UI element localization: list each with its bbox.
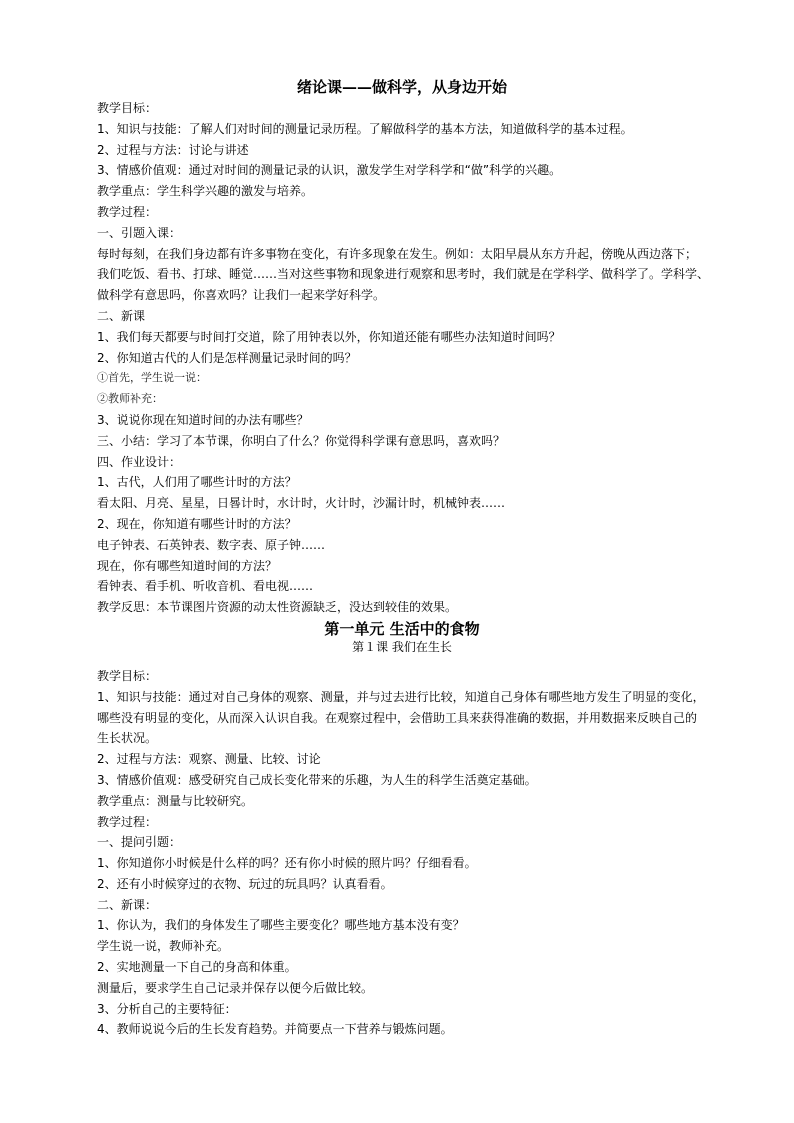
text-line: 二、新课： (97, 897, 158, 912)
text-line: 教学重点：学生科学兴趣的激发与培养。 (97, 184, 314, 199)
text-line: 生长状况。 (97, 731, 158, 746)
text-line: 2、过程与方法：讨论与讲述 (97, 142, 249, 157)
text-line: 一、提问引题： (97, 835, 182, 850)
text-line: 做科学有意思吗，你喜欢吗？让我们一起来学好科学。 (97, 288, 386, 303)
text-line: 1、你认为，我们的身体发生了哪些主要变化？哪些地方基本没有变？ (97, 918, 465, 933)
text-line: 1、你知道你小时候是什么样的吗？还有你小时候的照片吗？仔细看看。 (97, 856, 477, 871)
text-line: 教学过程： (97, 204, 158, 219)
text-line: 3、情感价值观：通过对时间的测量记录的认识，激发学生对学科学和“做”科学的兴趣。 (97, 163, 562, 178)
text-line: 我们吃饭、看书、打球、睡觉……当对这些事物和现象进行观察和思考时，我们就是在学科学、做科学了。学科学、 (97, 267, 710, 282)
text-line: 四、作业设计： (97, 454, 182, 469)
text-line: 测量后，要求学生自己记录并保存以便今后做比较。 (97, 980, 374, 995)
text-line: 2、现在，你知道有哪些计时的方法？ (97, 516, 297, 531)
text-line: 3、情感价值观：感受研究自己成长变化带来的乐趣，为人生的科学生活奠定基础。 (97, 772, 537, 787)
lesson-title: 第１课 我们在生长 (352, 639, 452, 654)
text-line: 现在，你有哪些知道时间的方法？ (97, 558, 278, 573)
text-line: 3、说说你现在知道时间的办法有哪些？ (97, 412, 309, 427)
text-line: 学生说一说，教师补充。 (97, 939, 230, 954)
text-line: 教学过程： (97, 814, 158, 829)
section1-body (97, 98, 710, 618)
text-line-small: ①首先，学生说一说： (97, 371, 207, 385)
text-line-small: ②教师补充： (97, 392, 163, 406)
text-line: 2、实地测量一下自己的身高和体重。 (97, 960, 297, 975)
text-line: 2、你知道古代的人们是怎样测量记录时间的吗？ (97, 350, 357, 365)
text-line: 电子钟表、石英钟表、数字表、原子钟…… (97, 537, 326, 552)
text-line: 教学目标： (97, 668, 158, 683)
text-line: 1、古代，人们用了哪些计时的方法？ (97, 475, 297, 490)
text-line: 2、还有小时候穿过的衣物、玩过的玩具吗？认真看看。 (97, 876, 393, 891)
text-line: 每时每刻，在我们身边都有许多事物在变化，有许多现象在发生。例如：太阳早晨从东方升起，傍晚从西边落下； (97, 246, 698, 261)
text-line: 1、知识与技能：通过对自己身体的观察、测量，并与过去进行比较，知道自己身体有哪些地方发生了明显的变化， (97, 689, 705, 704)
unit-title: 第一单元 生活中的食物 (324, 619, 480, 638)
text-line: 教学反思：本节课图片资源的动太性资源缺乏，没达到较佳的效果。 (97, 600, 458, 615)
text-line: 看钟表、看手机、听收音机、看电视…… (97, 579, 314, 594)
document-content (97, 76, 710, 1040)
text-line: 一、引题入课： (97, 225, 182, 240)
text-line: 二、新课 (97, 308, 146, 323)
text-line: 1、知识与技能：了解人们对时间的测量记录历程。了解做科学的基本方法，知道做科学的基本过程。 (97, 121, 633, 136)
section2-body (97, 666, 705, 1040)
text-line: 教学目标： (97, 101, 158, 115)
text-line: 教学重点：测量与比较研究。 (97, 793, 254, 808)
text-line: 看太阳、月亮、星星，日晷计时，水计时，火计时，沙漏计时，机械钟表…… (97, 496, 506, 511)
text-line: 三、小结：学习了本节课，你明白了什么？你觉得科学课有意思吗，喜欢吗？ (97, 433, 506, 448)
text-line: 2、过程与方法：观察、测量、比较、讨论 (97, 752, 321, 767)
text-line: 哪些没有明显的变化，从而深入认识自我。在观察过程中，会借助工具来获得准确的数据，并用数据来反映自己的 (97, 710, 698, 725)
text-line: 3、分析自己的主要特征： (97, 1001, 237, 1016)
text-line: 1、我们每天都要与时间打交道，除了用钟表以外，你知道还能有哪些办法知道时间吗？ (97, 329, 561, 344)
text-line: 4、教师说说今后的生长发育趋势。并简要点一下营养与锻炼问题。 (97, 1022, 453, 1037)
section1-title: 绪论课——做科学，从身边开始 (296, 78, 507, 96)
